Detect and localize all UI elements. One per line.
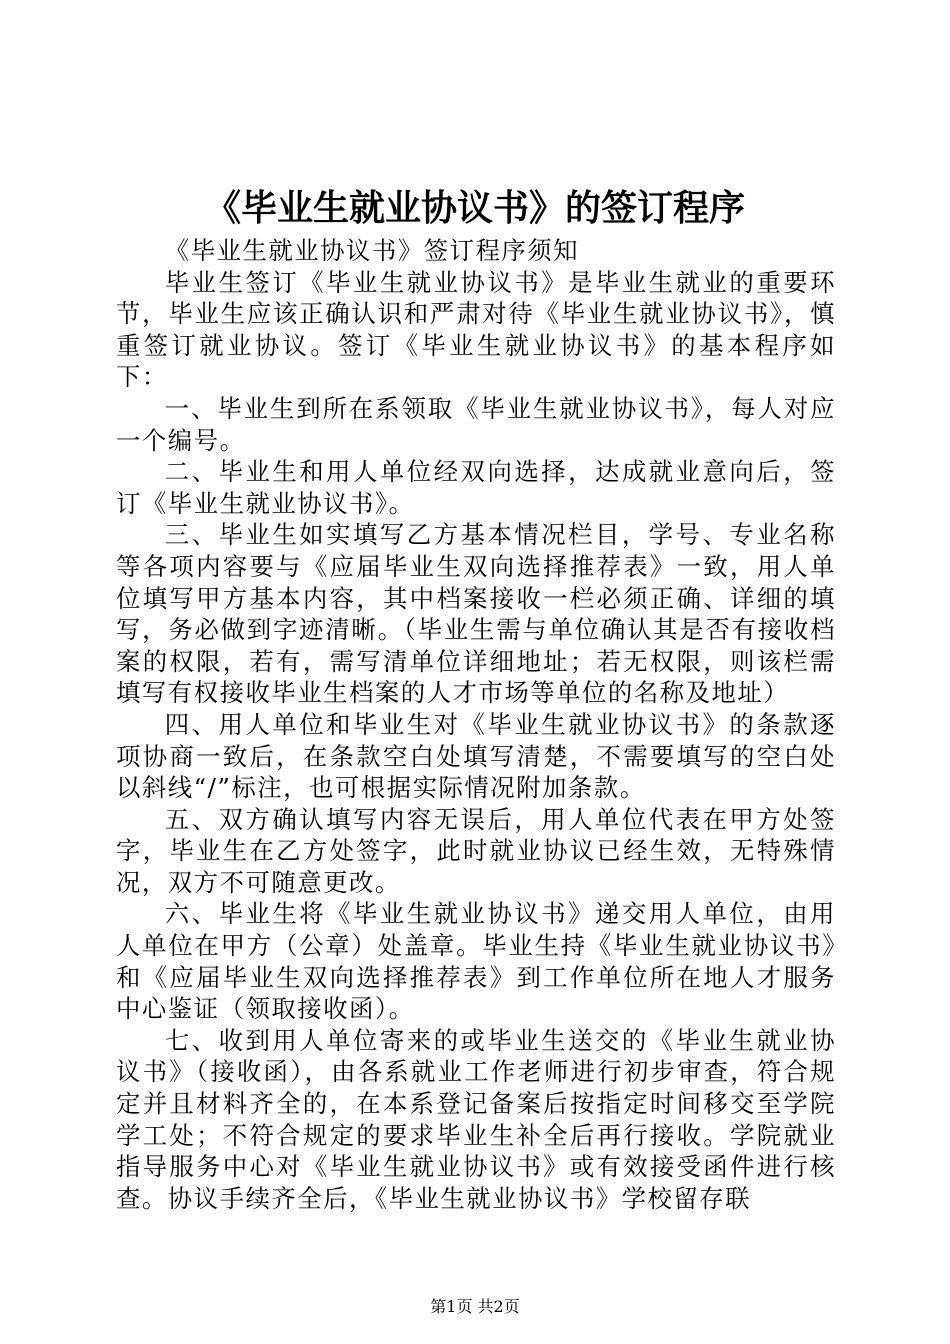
- step-2-paragraph: 二、毕业生和用人单位经双向选择，达成就业意向后，签订《毕业生就业协议书》。: [116, 457, 836, 518]
- step-3-paragraph: 三、毕业生如实填写乙方基本情况栏目，学号、专业名称等各项内容要与《应届毕业生双向选择推荐表》一致，用人单位填写甲方基本内容，其中档案接收一栏必须正确、详细的填写，务必做到字迹清晰。（毕业生需与单位确认其是否有接收档案的权限，若有，需写清单位详细地址；若无权限，则该栏需填写有权接收毕业生档案的人才市场等单位的名称及地址）: [116, 520, 836, 708]
- page-title: 《毕业生就业协议书》的签订程序: [204, 187, 745, 229]
- step-1-paragraph: 一、毕业生到所在系领取《毕业生就业协议书》，每人对应一个编号。: [116, 393, 836, 455]
- document-body: [116, 235, 836, 1214]
- subtitle-paragraph: 《毕业生就业协议书》签订程序须知: [164, 236, 580, 265]
- step-7-paragraph: 七、收到用人单位寄来的或毕业生送交的《毕业生就业协议书》（接收函），由各系就业工作老师进行初步审查，符合规定并且材料齐全的，在本系登记备案后按指定时间移交至学院学工处；不符合规定的要求毕业生补全后再行接收。学院就业指导服务中心对《毕业生就业协议书》或有效接受函件进行核查。协议手续齐全后，《毕业生就业协议书》学校留存联: [116, 1025, 836, 1213]
- step-4-paragraph: 四、用人单位和毕业生对《毕业生就业协议书》的条款逐项协商一致后，在条款空白处填写清楚，不需要填写的空白处以斜线“/”标注，也可根据实际情况附加条款。: [116, 709, 836, 803]
- step-6-paragraph: 六、毕业生将《毕业生就业协议书》递交用人单位，由用人单位在甲方（公章）处盖章。毕业生持《毕业生就业协议书》和《应届毕业生双向选择推荐表》到工作单位所在地人才服务中心鉴证（领取接收函）。: [116, 899, 836, 1024]
- step-5-paragraph: 五、双方确认填写内容无误后，用人单位代表在甲方处签字，毕业生在乙方处签字，此时就业协议已经生效，无特殊情况，双方不可随意更改。: [116, 804, 836, 897]
- page-footer: 第1页 共2页: [430, 1297, 520, 1316]
- intro-paragraph: 毕业生签订《毕业生就业协议书》是毕业生就业的重要环节，毕业生应该正确认识和严肃对待《毕业生就业协议书》，慎重签订就业协议。签订《毕业生就业协议书》的基本程序如下：: [116, 267, 836, 392]
